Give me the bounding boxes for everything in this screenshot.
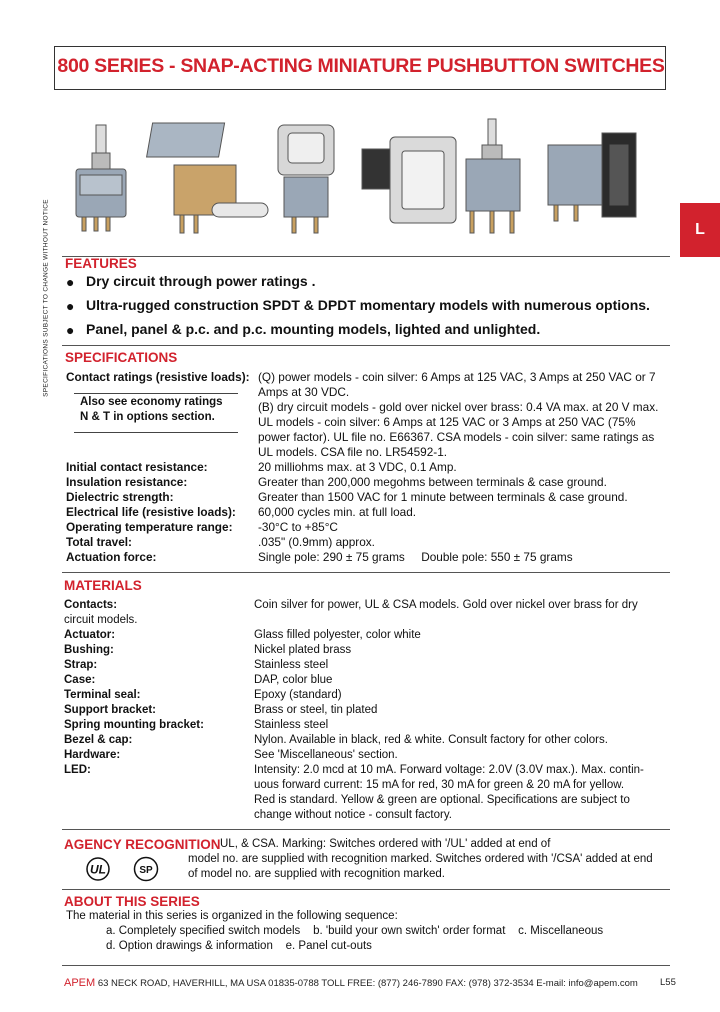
spec-value: UL models - coin silver: 6 Amps at 125 VAC or 3 Amps at 250 VAC (75% bbox=[258, 415, 636, 429]
feature-item: Panel, panel & p.c. and p.c. mounting models, lighted and unlighted. bbox=[86, 321, 541, 337]
material-value: Glass filled polyester, color white bbox=[254, 629, 421, 641]
bullet-icon: ● bbox=[66, 274, 75, 290]
material-label: Hardware: bbox=[64, 749, 121, 761]
material-label: Spring mounting bracket: bbox=[64, 719, 204, 731]
materials-heading: MATERIALS bbox=[64, 578, 142, 593]
material-value: Coin silver for power, UL & CSA models. Gold over nickel over brass for dry bbox=[254, 599, 638, 611]
material-value: Nylon. Available in black, red & white. Consult factory for other colors. bbox=[254, 734, 608, 746]
material-label: Contacts: bbox=[64, 599, 118, 611]
spec-value: .035" (0.9mm) approx. bbox=[258, 535, 375, 549]
material-label: Case: bbox=[64, 674, 96, 686]
agency-text: model no. are supplied with recognition marked. Switches ordered with '/CSA' added at end bbox=[188, 853, 653, 865]
material-value: Epoxy (standard) bbox=[254, 689, 342, 701]
switch-image-6 bbox=[548, 133, 636, 221]
switch-image-3 bbox=[278, 125, 334, 233]
csa-logo-icon bbox=[133, 855, 159, 883]
economy-note: N & T in options section. bbox=[80, 411, 215, 423]
spec-value: 20 milliohms max. at 3 VDC, 0.1 Amp. bbox=[258, 460, 457, 474]
feature-item: Dry circuit through power ratings . bbox=[86, 273, 316, 289]
material-label: Support bracket: bbox=[64, 704, 157, 716]
spec-value: Amps at 30 VDC. bbox=[258, 385, 350, 399]
page-title: 800 SERIES - SNAP-ACTING MINIATURE PUSHBUTTON SWITCHES bbox=[57, 55, 665, 77]
spec-label: Dielectric strength: bbox=[66, 490, 174, 504]
features-heading: FEATURES bbox=[65, 256, 137, 271]
economy-note-box bbox=[74, 393, 238, 433]
spec-value: Greater than 200,000 megohms between terminals & case ground. bbox=[258, 475, 607, 489]
bullet-icon: ● bbox=[66, 322, 75, 338]
agency-text: of model no. are supplied with recognition marked. bbox=[188, 868, 445, 880]
spec-value: Single pole: 290 ± 75 grams Double pole: 550 ± 75 grams bbox=[258, 550, 573, 564]
csa-logo-text: SP bbox=[139, 865, 153, 876]
spec-value: (Q) power models - coin silver: 6 Amps at 125 VAC, 3 Amps at 250 VAC or 7 bbox=[258, 370, 656, 384]
about-heading: ABOUT THIS SERIES bbox=[64, 894, 200, 909]
spec-label: Operating temperature range: bbox=[66, 520, 233, 534]
material-value: Stainless steel bbox=[254, 659, 329, 671]
material-value: uous forward current: 15 mA for red, 30 mA for green & 20 mA for yellow. bbox=[254, 779, 625, 791]
side-note: SPECIFICATIONS SUBJECT TO CHANGE WITHOUT NOTICE bbox=[42, 199, 50, 397]
about-sequence: a. Completely specified switch models b. 'build your own switch' order format c. Miscellaneous bbox=[106, 925, 604, 937]
footer-brand: APEM bbox=[64, 977, 96, 989]
material-value: See 'Miscellaneous' section. bbox=[254, 749, 398, 761]
spec-value: -30°C to +85°C bbox=[258, 520, 338, 534]
feature-item: Ultra-rugged construction SPDT & DPDT momentary models with numerous options. bbox=[86, 297, 650, 313]
material-label: Actuator: bbox=[64, 629, 116, 641]
switch-image-2 bbox=[147, 123, 268, 233]
material-value: Stainless steel bbox=[254, 719, 329, 731]
divider bbox=[62, 345, 670, 346]
spec-label: Total travel: bbox=[66, 535, 132, 549]
about-intro: The material in this series is organized in the following sequence: bbox=[66, 910, 398, 922]
divider bbox=[62, 889, 670, 890]
product-photo bbox=[62, 115, 658, 250]
spec-label: Contact ratings (resistive loads): bbox=[66, 370, 250, 384]
material-value: Red is standard. Yellow & green are optional. Specifications are subject to bbox=[254, 794, 630, 806]
spec-value: power factor). UL file no. E66367. CSA models - coin silver: same ratings as bbox=[258, 430, 655, 444]
divider bbox=[62, 256, 670, 257]
spec-label: Insulation resistance: bbox=[66, 475, 188, 489]
spec-value: 60,000 cycles min. at full load. bbox=[258, 505, 417, 519]
material-value: DAP, color blue bbox=[254, 674, 333, 686]
title-box bbox=[54, 46, 666, 90]
footer-address: 63 NECK ROAD, HAVERHILL, MA USA 01835-0788 TOLL FREE: (877) 246-7890 FAX: (978) 372-3534 E-mail: info@apem.com bbox=[97, 978, 638, 989]
spec-label: Actuation force: bbox=[66, 550, 157, 564]
economy-note: Also see economy ratings bbox=[80, 396, 223, 408]
spec-value: UL models. CSA file no. LR54592-1. bbox=[258, 445, 448, 459]
spec-value: (B) dry circuit models - gold over nickel over brass: 0.4 VA max. at 20 V max. bbox=[258, 400, 659, 414]
ul-logo-text: UL bbox=[90, 862, 106, 877]
material-value: Nickel plated brass bbox=[254, 644, 352, 656]
material-label: Terminal seal: bbox=[64, 689, 141, 701]
footer bbox=[64, 977, 638, 989]
switch-image-1 bbox=[76, 125, 126, 231]
section-tab[interactable]: L bbox=[680, 203, 720, 257]
material-value: change without notice - consult factory. bbox=[254, 809, 452, 821]
agency-text: UL, & CSA. Marking: Switches ordered with '/UL' added at end of bbox=[220, 838, 551, 850]
material-value: Brass or steel, tin plated bbox=[254, 704, 378, 716]
switch-image-5 bbox=[466, 119, 520, 233]
material-label: LED: bbox=[64, 764, 91, 776]
page-number: L55 bbox=[660, 977, 676, 988]
spec-label: Electrical life (resistive loads): bbox=[66, 505, 236, 519]
material-label: Bezel & cap: bbox=[64, 734, 133, 746]
spec-label: Initial contact resistance: bbox=[66, 460, 208, 474]
material-label: Strap: bbox=[64, 659, 98, 671]
switch-image-4 bbox=[362, 137, 456, 223]
bullet-icon: ● bbox=[66, 298, 75, 314]
specifications-heading: SPECIFICATIONS bbox=[65, 350, 178, 365]
spec-value: Greater than 1500 VAC for 1 minute between terminals & case ground. bbox=[258, 490, 628, 504]
divider bbox=[62, 829, 670, 830]
material-value: Intensity: 2.0 mcd at 10 mA. Forward voltage: 2.0V (3.0V max.). Max. contin- bbox=[254, 764, 644, 776]
material-value: circuit models. bbox=[64, 614, 138, 626]
ul-logo-icon bbox=[80, 856, 116, 882]
agency-heading: AGENCY RECOGNITION bbox=[64, 837, 221, 852]
material-label: Bushing: bbox=[64, 644, 114, 656]
divider bbox=[62, 965, 670, 966]
divider bbox=[62, 572, 670, 573]
about-sequence: d. Option drawings & information e. Panel cut-outs bbox=[106, 940, 372, 952]
